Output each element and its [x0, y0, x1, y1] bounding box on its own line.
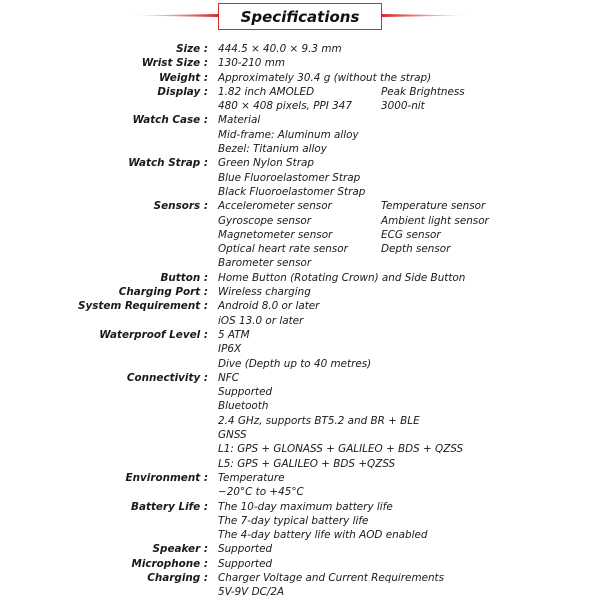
spec-value: Accelerometer sensor — [218, 200, 332, 213]
spec-values — [218, 328, 600, 371]
spec-value: 3000-nit — [381, 100, 425, 113]
spec-value-line — [218, 528, 600, 542]
spec-value: Supported — [218, 543, 273, 556]
spec-value: L1: GPS + GLONASS + GALILEO + BDS + QZSS — [218, 443, 464, 456]
spec-value: Peak Brightness — [381, 85, 465, 98]
spec-value: Supported — [218, 386, 273, 399]
specifications-list — [0, 42, 600, 600]
spec-value: Home Button (Rotating Crown) and Side Button — [218, 271, 466, 284]
spec-value: The 7-day typical battery life — [218, 514, 369, 527]
spec-value: ECG sensor — [381, 228, 441, 241]
spec-label: Wrist Size : — [141, 57, 208, 70]
spec-values — [218, 371, 600, 471]
spec-values — [218, 285, 600, 299]
spec-label: Size : — [176, 43, 208, 55]
spec-row — [0, 328, 600, 371]
spec-value-line — [218, 71, 600, 85]
spec-values — [218, 571, 600, 600]
spec-value: NFC — [218, 371, 240, 384]
spec-row — [0, 199, 600, 270]
spec-value-line — [218, 256, 600, 270]
spec-value-line — [218, 542, 600, 556]
spec-value-line — [218, 585, 600, 599]
spec-value: Depth sensor — [381, 243, 451, 256]
spec-row — [0, 500, 600, 543]
spec-value-line — [218, 571, 600, 585]
spec-value: Mid-frame: Aluminum alloy — [218, 128, 359, 141]
spec-values — [218, 271, 600, 285]
spec-value-line — [218, 271, 600, 285]
spec-value-line — [218, 156, 600, 170]
spec-values — [218, 500, 600, 543]
spec-value-line — [218, 285, 600, 299]
spec-value-line — [218, 357, 600, 371]
spec-value-line — [218, 185, 600, 199]
spec-value-line — [218, 385, 600, 399]
spec-row — [0, 71, 600, 85]
spec-value-line — [218, 199, 600, 213]
spec-value: Charger Voltage and Current Requirements — [218, 571, 445, 584]
spec-label: Watch Case : — [132, 114, 208, 127]
spec-value-line — [218, 85, 600, 99]
spec-values — [218, 42, 600, 56]
spec-value-line — [218, 342, 600, 356]
spec-value: 480 × 408 pixels, PPI 347 — [218, 100, 352, 113]
spec-values — [218, 557, 600, 571]
spec-row — [0, 156, 600, 199]
spec-row — [0, 56, 600, 70]
spec-value: The 10-day maximum battery life — [218, 500, 393, 513]
spec-row — [0, 42, 600, 56]
spec-label: Charging Port : — [118, 286, 208, 299]
spec-value-line — [218, 299, 600, 313]
spec-value: Blue Fluoroelastomer Strap — [218, 171, 361, 184]
spec-label: Environment : — [125, 471, 208, 484]
spec-label: Microphone : — [131, 557, 208, 570]
spec-label: Charging : — [147, 571, 208, 584]
spec-value: −20°C to +45°C — [218, 486, 304, 499]
spec-values — [218, 471, 600, 500]
spec-value-line — [218, 214, 600, 228]
spec-value: Temperature — [218, 471, 285, 484]
header — [0, 0, 600, 34]
spec-value-line — [218, 42, 600, 56]
spec-value: Approximately 30.4 g (without the strap) — [218, 71, 432, 84]
spec-label: Button : — [160, 271, 208, 284]
spec-value: GNSS — [218, 429, 247, 442]
spec-values — [218, 156, 600, 199]
spec-value: The 4-day battery life with AOD enabled — [218, 529, 428, 542]
spec-value-line — [218, 328, 600, 342]
spec-label: Connectivity : — [126, 371, 208, 384]
spec-value: Ambient light sensor — [381, 214, 489, 227]
spec-label: Display : — [157, 85, 208, 98]
spec-row — [0, 299, 600, 328]
spec-value: Optical heart rate sensor — [218, 243, 348, 256]
spec-values — [218, 299, 600, 328]
spec-value-line — [218, 414, 600, 428]
spec-value: Magnetometer sensor — [218, 228, 333, 241]
spec-value: Android 8.0 or later — [218, 300, 320, 313]
spec-row — [0, 542, 600, 556]
spec-label: Waterproof Level : — [99, 328, 208, 341]
page-title: Specifications — [218, 3, 382, 30]
spec-values — [218, 542, 600, 556]
spec-value-line — [218, 428, 600, 442]
spec-value-line — [218, 142, 600, 156]
spec-value-line — [218, 242, 600, 256]
spec-values — [218, 113, 600, 156]
spec-values — [218, 71, 600, 85]
spec-value: Green Nylon Strap — [218, 157, 314, 170]
spec-value-line — [218, 471, 600, 485]
spec-label: System Requirement : — [77, 300, 208, 313]
spec-label: Watch Strap : — [128, 157, 208, 170]
spec-value: Wireless charging — [218, 286, 311, 299]
spec-value-line — [218, 171, 600, 185]
spec-values — [218, 56, 600, 70]
spec-row — [0, 85, 600, 114]
spec-value: 2.4 GHz, supports BT5.2 and BR + BLE — [218, 414, 420, 427]
spec-row — [0, 371, 600, 471]
spec-value: Barometer sensor — [218, 257, 312, 270]
spec-value-line — [218, 371, 600, 385]
header-left-rule — [132, 14, 218, 17]
spec-value: 5 ATM — [218, 328, 250, 341]
spec-value-line — [218, 442, 600, 456]
spec-value-line — [218, 399, 600, 413]
spec-value: 5V-9V DC/2A — [218, 586, 285, 599]
spec-value-line — [218, 500, 600, 514]
spec-row — [0, 285, 600, 299]
spec-value: 1.82 inch AMOLED — [218, 85, 315, 98]
spec-value: Bluetooth — [218, 400, 269, 413]
spec-value: iOS 13.0 or later — [218, 314, 304, 327]
spec-value-line — [218, 228, 600, 242]
spec-value-line — [218, 128, 600, 142]
header-right-rule — [382, 14, 468, 17]
spec-value-line — [218, 514, 600, 528]
spec-value-line — [218, 314, 600, 328]
spec-values — [218, 199, 600, 270]
spec-value: Bezel: Titanium alloy — [218, 143, 327, 156]
spec-row — [0, 571, 600, 600]
spec-label: Sensors : — [153, 200, 208, 213]
spec-value-line — [218, 557, 600, 571]
spec-row — [0, 271, 600, 285]
spec-value-line — [218, 457, 600, 471]
spec-value: 444.5 × 40.0 × 9.3 mm — [218, 43, 342, 55]
spec-value-line — [218, 99, 600, 113]
spec-row — [0, 557, 600, 571]
spec-row — [0, 471, 600, 500]
spec-value-line — [218, 113, 600, 127]
spec-value: Temperature sensor — [381, 200, 486, 213]
spec-value: Black Fluoroelastomer Strap — [218, 185, 366, 198]
spec-value: IP6X — [218, 343, 242, 356]
spec-label: Weight : — [159, 71, 208, 84]
spec-row — [0, 113, 600, 156]
spec-label: Speaker : — [152, 543, 208, 556]
spec-value: Dive (Depth up to 40 metres) — [218, 357, 372, 370]
spec-value: Gyroscope sensor — [218, 214, 312, 227]
spec-label: Battery Life : — [131, 500, 208, 513]
spec-value: 130-210 mm — [218, 57, 285, 70]
spec-value: L5: GPS + GALILEO + BDS +QZSS — [218, 457, 396, 470]
spec-values — [218, 85, 600, 114]
spec-value-line — [218, 485, 600, 499]
spec-value: Supported — [218, 557, 273, 570]
spec-value-line — [218, 56, 600, 70]
spec-value: Material — [218, 114, 261, 127]
